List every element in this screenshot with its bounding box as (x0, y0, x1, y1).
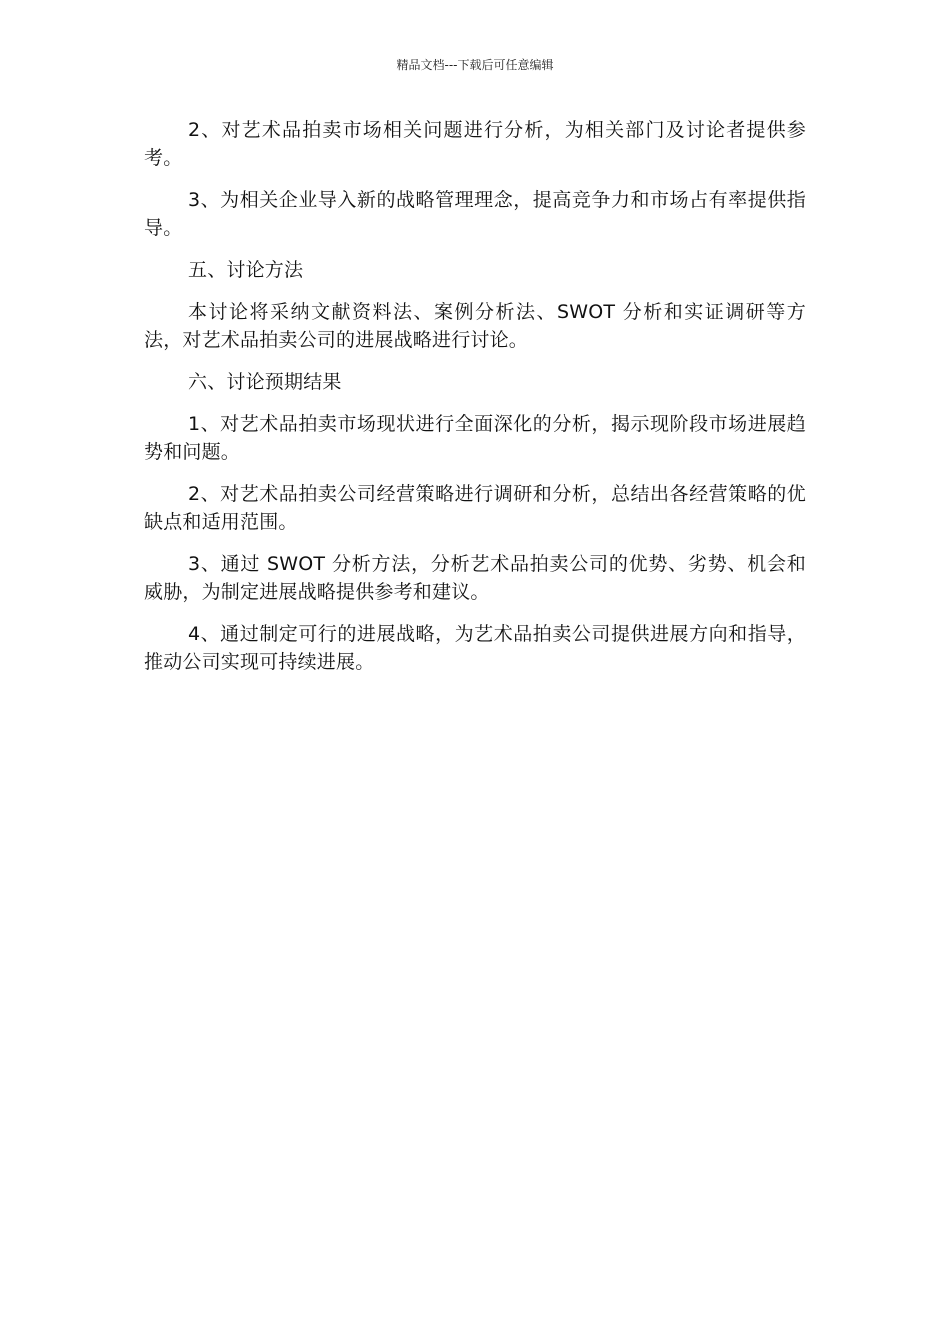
paragraph-result-1: 1、对艺术品拍卖市场现状进行全面深化的分析，揭示现阶段市场进展趋势和问题。 (144, 413, 806, 463)
section-heading-expected-results: 六、讨论预期结果 (188, 371, 342, 393)
document-body (144, 116, 806, 690)
paragraph-result-2: 2、对艺术品拍卖公司经营策略进行调研和分析，总结出各经营策略的优缺点和适用范围。 (144, 483, 806, 533)
paragraph-methods: 本讨论将采纳文献资料法、案例分析法、SWOT 分析和实证调研等方法，对艺术品拍卖公司的进展战略进行讨论。 (144, 301, 806, 351)
paragraph-objective-3: 3、为相关企业导入新的战略管理理念，提高竞争力和市场占有率提供指导。 (144, 189, 806, 239)
paragraph-result-4: 4、通过制定可行的进展战略，为艺术品拍卖公司提供进展方向和指导，推动公司实现可持续进展。 (144, 623, 806, 673)
page-header: 精品文档---下载后可任意编辑 (396, 58, 554, 72)
paragraph-result-3: 3、通过 SWOT 分析方法，分析艺术品拍卖公司的优势、劣势、机会和威胁，为制定进展战略提供参考和建议。 (144, 553, 806, 603)
section-heading-methods: 五、讨论方法 (188, 259, 304, 281)
paragraph-objective-2: 2、对艺术品拍卖市场相关问题进行分析，为相关部门及讨论者提供参考。 (144, 119, 806, 169)
